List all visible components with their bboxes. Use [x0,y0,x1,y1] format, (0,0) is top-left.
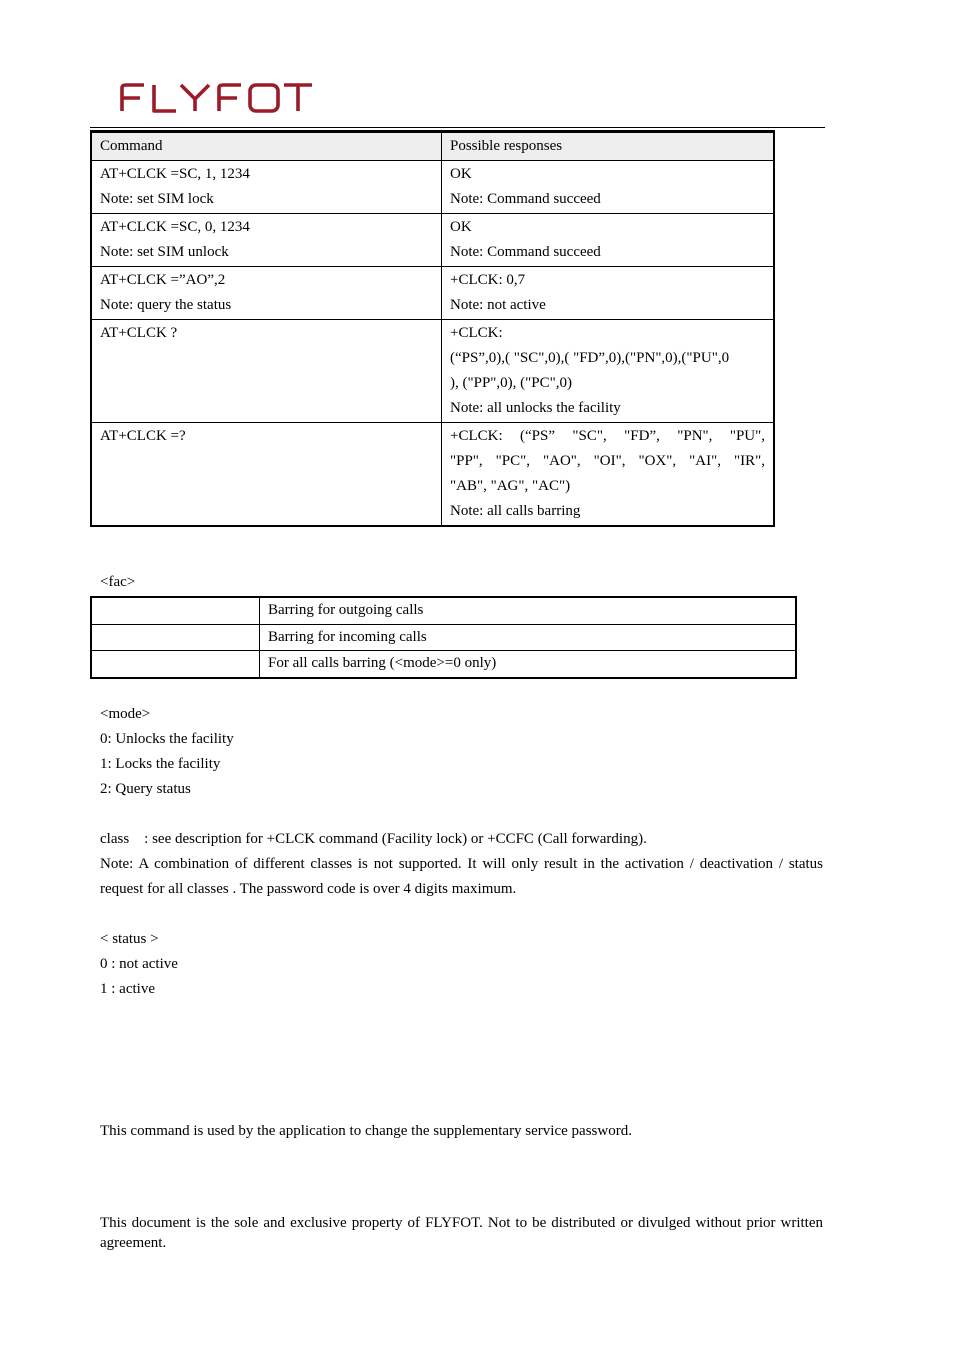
table-row [91,651,796,678]
command-cell [91,320,442,423]
command-text: AT+CLCK =”AO”,2 [100,272,226,288]
fac-description-cell: Barring for outgoing calls [260,597,797,624]
response-note: Note: Command succeed [450,244,601,260]
mode-label: <mode> [100,706,151,722]
fac-label: <fac> [100,574,136,590]
fac-table [90,596,797,679]
fac-code-cell [91,624,260,651]
footer-notice: This document is the sole and exclusive property of FLYFOT. Not to be distributed or divulged without prior written agreement. [100,1215,823,1251]
status-label: < status > [100,931,159,947]
response-cell [442,214,775,267]
command-cell [91,214,442,267]
command-text: AT+CLCK =SC, 1, 1234 [100,166,250,182]
flyfot-logo [118,80,314,114]
mode-item: 0: Unlocks the facility [100,731,234,747]
table-row [91,214,774,267]
table-row [91,624,796,651]
fac-description-cell: Barring for incoming calls [260,624,797,651]
command-cell [91,267,442,320]
command-note: Note: query the status [100,297,232,313]
response-text: OK [450,166,472,182]
response-cell [442,267,775,320]
command-text: AT+CLCK =SC, 0, 1234 [100,219,250,235]
header-rule [90,127,825,128]
fac-description-cell: For all calls barring (<mode>=0 only) [260,651,797,678]
command-description: This command is used by the application to change the supplementary service password. [100,1123,632,1139]
command-text: AT+CLCK =? [100,428,186,444]
response-text: +CLCK: (“PS” "SC", "FD”, "PN", "PU", [450,428,765,444]
table-row [91,597,796,624]
response-text: "AB", "AG", "AC") [450,478,571,494]
response-cell [442,161,775,214]
response-note: Note: Command succeed [450,191,601,207]
table-row [91,267,774,320]
class-note: Note: A combination of different classes is not supported. It will only result in the activation / deactivation / status request for all classes . The password code is over 4 digits maximum. [100,856,823,897]
response-note: Note: all calls barring [450,503,581,519]
fac-code-cell [91,597,260,624]
command-cell [91,423,442,527]
table-row [91,320,774,423]
response-text: (“PS”,0),( "SC",0),( "FD”,0),("PN",0),("PU",0 [450,350,730,366]
response-note: Note: all unlocks the facility [450,400,621,416]
command-table [90,130,775,527]
table-row [91,161,774,214]
command-cell [91,161,442,214]
class-description: class : see description for +CLCK command (Facility lock) or +CCFC (Call forwarding). [100,831,647,847]
command-text: AT+CLCK ? [100,325,178,341]
table-header-row [91,132,774,161]
response-text: "PP", "PC", "AO", "OI", "OX", "AI", "IR", [450,453,765,469]
table-row [91,423,774,527]
command-column-header: Command [91,132,442,161]
command-note: Note: set SIM unlock [100,244,229,260]
mode-item: 1: Locks the facility [100,756,221,772]
response-text: +CLCK: [450,325,503,341]
status-item: 1 : active [100,981,155,997]
response-cell [442,320,775,423]
response-note: Note: not active [450,297,546,313]
response-text: OK [450,219,472,235]
fac-code-cell [91,651,260,678]
response-cell [442,423,775,527]
mode-item: 2: Query status [100,781,191,797]
response-text: ), ("PP",0), ("PC",0) [450,375,572,391]
responses-column-header: Possible responses [442,132,775,161]
status-item: 0 : not active [100,956,178,972]
command-note: Note: set SIM lock [100,191,214,207]
response-text: +CLCK: 0,7 [450,272,526,288]
